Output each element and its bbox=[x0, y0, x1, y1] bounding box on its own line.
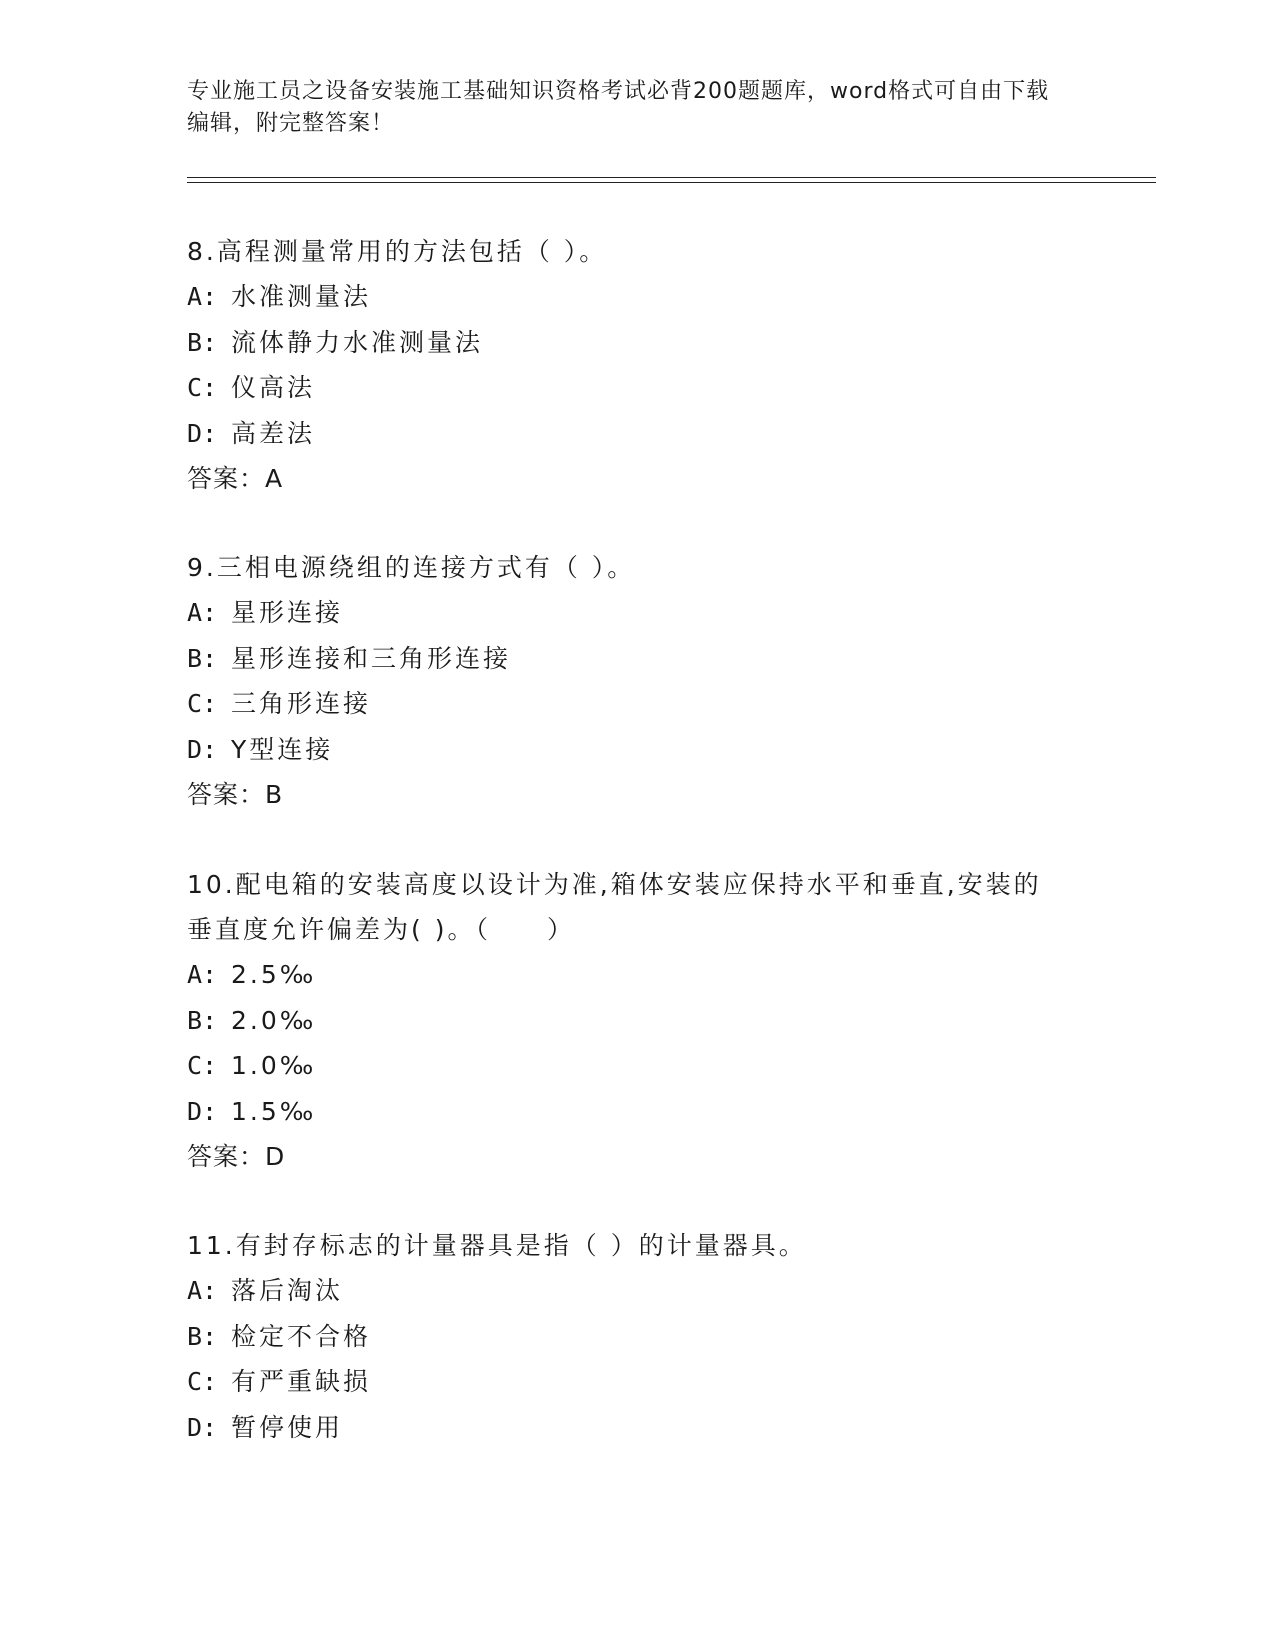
document-header: 专业施工员之设备安装施工基础知识资格考试必背200题题库，word格式可自由下载编辑，附完整答案！ bbox=[187, 79, 1050, 136]
option-c bbox=[187, 681, 1087, 727]
option-a bbox=[187, 274, 1087, 320]
option-d bbox=[187, 1405, 1087, 1451]
question-stem: 10.配电箱的安装高度以设计为准,箱体安装应保持水平和垂直,安装的垂直度允许偏差为( )。（ ） bbox=[187, 870, 1042, 944]
question-stem: 8.高程测量常用的方法包括（ ）。 bbox=[187, 237, 608, 266]
header-divider-bottom bbox=[187, 182, 1156, 183]
option-text: 高差法 bbox=[231, 418, 316, 448]
answer-line: 答案：B bbox=[187, 780, 284, 809]
option-d bbox=[187, 727, 1087, 773]
option-text: 星形连接和三角形连接 bbox=[231, 643, 512, 673]
question-8 bbox=[187, 229, 1087, 501]
question-9 bbox=[187, 545, 1087, 817]
option-b bbox=[187, 1314, 1087, 1360]
question-11 bbox=[187, 1223, 1087, 1450]
option-letter: B: bbox=[187, 643, 218, 673]
option-text: 仪高法 bbox=[231, 373, 316, 402]
option-letter: D: bbox=[187, 1096, 218, 1126]
option-text: 水准测量法 bbox=[231, 282, 372, 311]
option-c bbox=[187, 1359, 1087, 1405]
option-letter: A: bbox=[187, 960, 218, 989]
option-letter: A: bbox=[187, 282, 218, 311]
option-letter: D: bbox=[187, 1412, 218, 1442]
option-text: 1.5‰ bbox=[231, 1096, 317, 1126]
option-letter: B: bbox=[187, 327, 218, 357]
option-c bbox=[187, 365, 1087, 411]
option-c bbox=[187, 1043, 1067, 1089]
option-text: 有严重缺损 bbox=[231, 1367, 372, 1396]
option-text: 1.0‰ bbox=[231, 1051, 317, 1080]
option-letter: C: bbox=[187, 373, 218, 402]
option-letter: B: bbox=[187, 1005, 218, 1035]
option-a bbox=[187, 1268, 1087, 1314]
option-letter: C: bbox=[187, 1367, 218, 1396]
option-d bbox=[187, 411, 1087, 457]
option-letter: A: bbox=[187, 598, 218, 627]
option-letter: D: bbox=[187, 734, 218, 764]
option-letter: C: bbox=[187, 689, 218, 718]
answer-line: 答案：A bbox=[187, 464, 284, 493]
option-text: 三角形连接 bbox=[231, 689, 372, 718]
header-divider-top bbox=[187, 177, 1156, 178]
question-stem: 11.有封存标志的计量器具是指（ ）的计量器具。 bbox=[187, 1231, 807, 1260]
answer-line: 答案：D bbox=[187, 1142, 286, 1171]
option-text: 2.0‰ bbox=[231, 1005, 317, 1035]
option-text: 暂停使用 bbox=[231, 1412, 344, 1442]
option-b bbox=[187, 636, 1087, 682]
option-text: 落后淘汰 bbox=[231, 1276, 344, 1305]
option-text: 检定不合格 bbox=[231, 1321, 372, 1351]
option-b bbox=[187, 998, 1067, 1044]
option-letter: D: bbox=[187, 418, 218, 448]
option-b bbox=[187, 320, 1087, 366]
option-a bbox=[187, 952, 1067, 998]
option-letter: C: bbox=[187, 1051, 218, 1080]
option-letter: A: bbox=[187, 1276, 218, 1305]
option-letter: B: bbox=[187, 1321, 218, 1351]
option-a bbox=[187, 590, 1087, 636]
question-stem: 9.三相电源绕组的连接方式有（ ）。 bbox=[187, 553, 636, 582]
question-10 bbox=[187, 862, 1067, 1179]
option-text: Y型连接 bbox=[231, 734, 334, 764]
option-text: 流体静力水准测量法 bbox=[231, 327, 484, 357]
option-text: 2.5‰ bbox=[231, 960, 317, 989]
option-d bbox=[187, 1089, 1067, 1135]
option-text: 星形连接 bbox=[231, 598, 344, 627]
